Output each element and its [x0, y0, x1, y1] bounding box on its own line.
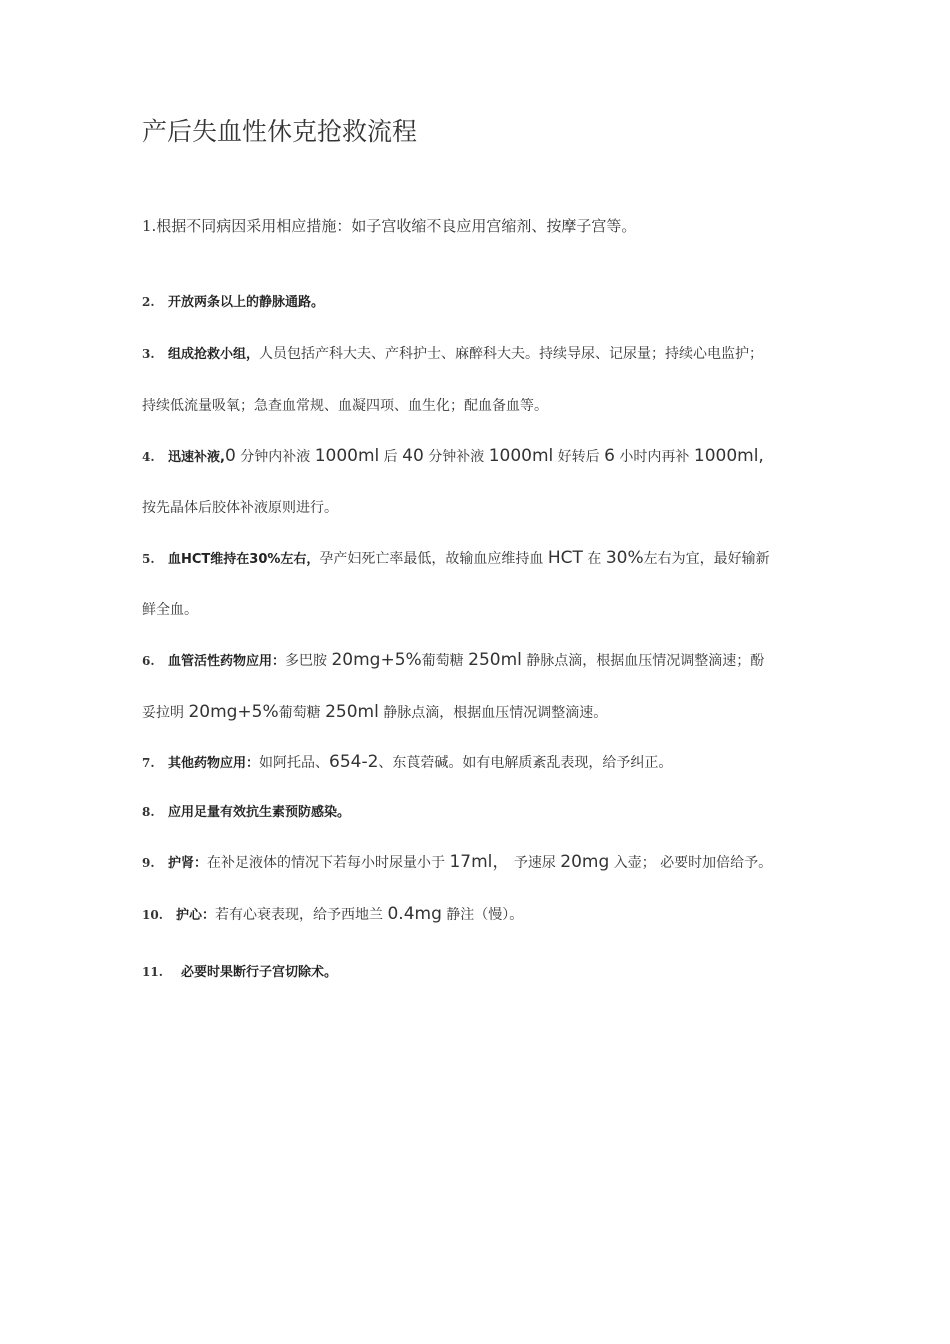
list-item	[142, 548, 770, 570]
item-value: 0.4mg	[387, 904, 442, 924]
item-text: 葡萄糖	[421, 653, 469, 669]
item-value: 20mg+5%	[188, 702, 279, 722]
item-number: 10.	[142, 908, 163, 922]
item-text: 分钟内补液	[235, 449, 315, 465]
item-heading: 护心：	[176, 908, 216, 923]
item-text: 静脉点滴，根据血压情况调整滴速。	[378, 705, 608, 721]
item-heading: 迅速补液,	[168, 450, 225, 465]
item-number: 2.	[142, 295, 155, 309]
item-value: 1000ml,	[693, 446, 764, 466]
item-text: 葡萄糖	[278, 705, 326, 721]
item-text: 、东莨菪碱。如有电解质紊乱表现，给予纠正。	[378, 755, 673, 771]
item-value: HCT	[547, 548, 583, 568]
item-text: 人员包括产科大夫、产科护士、麻醉科大夫。持续导尿、记尿量；持续心电监护；	[259, 346, 764, 362]
item-text: 妥拉明	[142, 705, 189, 721]
item-value: 40	[402, 446, 424, 466]
item-number: 8.	[142, 805, 155, 819]
item-number: 3.	[142, 347, 155, 361]
list-item	[142, 292, 324, 313]
item-heading: 血管活性药物应用：	[168, 654, 286, 669]
list-item	[142, 962, 337, 983]
item-value: 0	[224, 446, 236, 466]
item-number: 4.	[142, 450, 155, 464]
item-heading: 血HCT维持在30%左右，	[168, 552, 320, 567]
page-title: 产后失血性休克抢救流程	[142, 117, 418, 146]
list-item	[142, 802, 350, 823]
item-number: 7.	[142, 756, 155, 770]
list-item	[142, 344, 763, 365]
item-text: 如阿托品、	[259, 755, 330, 771]
item-value: 17ml，	[449, 852, 510, 872]
list-item	[142, 752, 672, 774]
item-text: 多巴胺	[285, 653, 332, 669]
list-item-continuation	[142, 702, 607, 723]
item-value: 250ml	[325, 702, 379, 722]
item-number: 5.	[142, 552, 155, 566]
item-value: 654-2	[329, 752, 379, 772]
item-text: 小时内再补	[614, 449, 694, 465]
item-heading: 开放两条以上的静脉通路。	[168, 295, 325, 310]
item-value: 20mg+5%	[331, 650, 422, 670]
item-heading: 必要时果断行子宫切除术。	[181, 965, 338, 980]
list-item-continuation	[142, 396, 548, 416]
item-text: 后	[379, 449, 403, 465]
list-item-continuation	[142, 498, 338, 518]
item-value: 30%	[605, 548, 644, 568]
item-heading: 应用足量有效抗生素预防感染。	[168, 805, 351, 820]
item-text: 静注（慢）。	[441, 907, 524, 923]
item-text: 按先晶体后胶体补液原则进行。	[142, 500, 338, 516]
list-item	[142, 852, 772, 874]
item-text: 予速尿	[509, 855, 561, 871]
item-text: 分钟补液	[423, 449, 489, 465]
list-item	[142, 904, 523, 926]
item-number: 11.	[142, 965, 163, 979]
list-item	[142, 650, 764, 672]
item-text: 左右为宜，最好输新	[643, 551, 770, 567]
item-text: 静脉点滴，根据血压情况调整滴速；酚	[521, 653, 765, 669]
item-text: 入壶； 必要时加倍给予。	[609, 855, 773, 871]
item-value: 1000ml	[488, 446, 554, 466]
item-text: 好转后	[553, 449, 605, 465]
item-text: 若有心衰表现，给予西地兰	[215, 907, 388, 923]
item-text: 在补足液体的情况下若每小时尿量小于	[207, 855, 450, 871]
item-text: 鲜全血。	[142, 602, 198, 618]
item-value: 20mg	[560, 852, 610, 872]
item-text: 在	[582, 551, 606, 567]
item-value: 1000ml	[314, 446, 380, 466]
item-value: 6	[604, 446, 615, 466]
item-text: 孕产妇死亡率最低，故输血应维持血	[319, 551, 548, 567]
item-number: 6.	[142, 654, 155, 668]
item-number: 9.	[142, 856, 155, 870]
list-item	[142, 446, 764, 468]
list-item-continuation	[142, 600, 198, 620]
item-value: 250ml	[468, 650, 522, 670]
item-heading: 其他药物应用：	[168, 756, 260, 771]
item-heading: 组成抢救小组，	[168, 347, 260, 362]
item-text: 持续低流量吸氧；急查血常规、血凝四项、血生化；配血备血等。	[142, 398, 548, 414]
intro-paragraph: 1.根据不同病因采用相应措施：如子宫收缩不良应用宫缩剂、按摩子宫等。	[142, 217, 637, 235]
item-heading: 护肾：	[168, 856, 208, 871]
